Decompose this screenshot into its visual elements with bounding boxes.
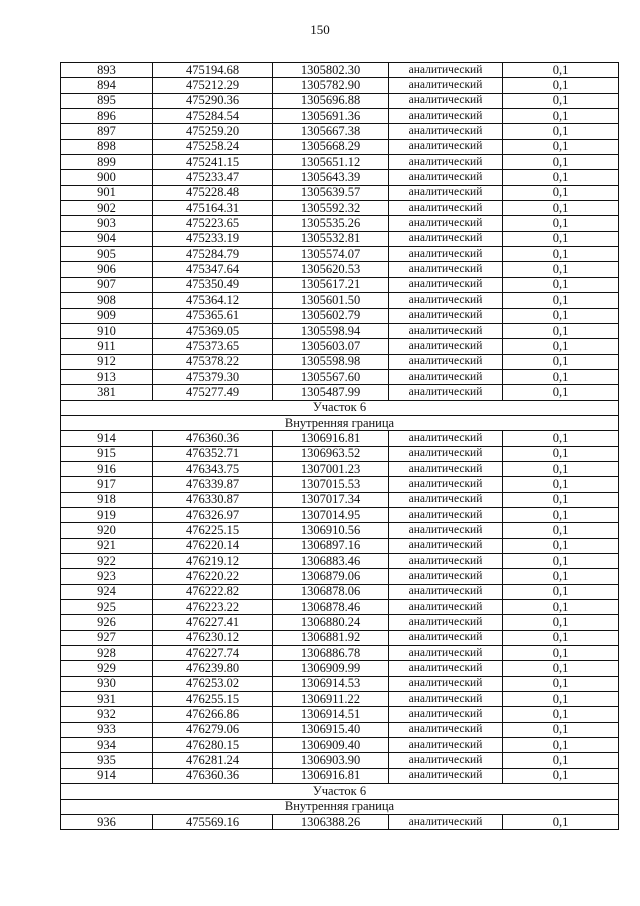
accuracy-cell: 0,1 bbox=[503, 247, 619, 262]
point-number-cell: 902 bbox=[61, 201, 153, 216]
point-number-cell: 926 bbox=[61, 615, 153, 630]
method-cell: аналитический bbox=[389, 814, 503, 829]
x-coordinate-cell: 475373.65 bbox=[153, 339, 273, 354]
y-coordinate-cell: 1307017.34 bbox=[273, 492, 389, 507]
method-cell: аналитический bbox=[389, 722, 503, 737]
table-row bbox=[61, 139, 619, 154]
accuracy-cell: 0,1 bbox=[503, 323, 619, 338]
section-title: Участок 6 bbox=[61, 400, 619, 415]
y-coordinate-cell: 1305567.60 bbox=[273, 369, 389, 384]
table-row bbox=[61, 170, 619, 185]
table-row bbox=[61, 308, 619, 323]
x-coordinate-cell: 475569.16 bbox=[153, 814, 273, 829]
table-row bbox=[61, 201, 619, 216]
y-coordinate-cell: 1306897.16 bbox=[273, 538, 389, 553]
method-cell: аналитический bbox=[389, 646, 503, 661]
y-coordinate-cell: 1306878.46 bbox=[273, 600, 389, 615]
x-coordinate-cell: 476227.74 bbox=[153, 646, 273, 661]
table-row bbox=[61, 569, 619, 584]
accuracy-cell: 0,1 bbox=[503, 554, 619, 569]
table-row bbox=[61, 615, 619, 630]
y-coordinate-cell: 1306909.99 bbox=[273, 661, 389, 676]
accuracy-cell: 0,1 bbox=[503, 569, 619, 584]
y-coordinate-cell: 1305639.57 bbox=[273, 185, 389, 200]
method-cell: аналитический bbox=[389, 461, 503, 476]
accuracy-cell: 0,1 bbox=[503, 139, 619, 154]
y-coordinate-cell: 1306915.40 bbox=[273, 722, 389, 737]
point-number-cell: 894 bbox=[61, 78, 153, 93]
method-cell: аналитический bbox=[389, 692, 503, 707]
y-coordinate-cell: 1305535.26 bbox=[273, 216, 389, 231]
section-subtitle-row bbox=[61, 415, 619, 430]
x-coordinate-cell: 476343.75 bbox=[153, 461, 273, 476]
method-cell: аналитический bbox=[389, 231, 503, 246]
y-coordinate-cell: 1306903.90 bbox=[273, 753, 389, 768]
table-row bbox=[61, 661, 619, 676]
method-cell: аналитический bbox=[389, 676, 503, 691]
x-coordinate-cell: 476281.24 bbox=[153, 753, 273, 768]
point-number-cell: 908 bbox=[61, 293, 153, 308]
table-row bbox=[61, 600, 619, 615]
point-number-cell: 905 bbox=[61, 247, 153, 262]
point-number-cell: 910 bbox=[61, 323, 153, 338]
y-coordinate-cell: 1306914.53 bbox=[273, 676, 389, 691]
method-cell: аналитический bbox=[389, 354, 503, 369]
x-coordinate-cell: 475277.49 bbox=[153, 385, 273, 400]
x-coordinate-cell: 475233.19 bbox=[153, 231, 273, 246]
method-cell: аналитический bbox=[389, 78, 503, 93]
accuracy-cell: 0,1 bbox=[503, 262, 619, 277]
point-number-cell: 903 bbox=[61, 216, 153, 231]
x-coordinate-cell: 476352.71 bbox=[153, 446, 273, 461]
method-cell: аналитический bbox=[389, 155, 503, 170]
x-coordinate-cell: 476360.36 bbox=[153, 431, 273, 446]
x-coordinate-cell: 476220.14 bbox=[153, 538, 273, 553]
y-coordinate-cell: 1306916.81 bbox=[273, 768, 389, 783]
point-number-cell: 932 bbox=[61, 707, 153, 722]
y-coordinate-cell: 1306910.56 bbox=[273, 523, 389, 538]
x-coordinate-cell: 475259.20 bbox=[153, 124, 273, 139]
point-number-cell: 935 bbox=[61, 753, 153, 768]
method-cell: аналитический bbox=[389, 477, 503, 492]
x-coordinate-cell: 476220.22 bbox=[153, 569, 273, 584]
table-row bbox=[61, 538, 619, 553]
x-coordinate-cell: 476339.87 bbox=[153, 477, 273, 492]
accuracy-cell: 0,1 bbox=[503, 369, 619, 384]
method-cell: аналитический bbox=[389, 185, 503, 200]
table-row bbox=[61, 554, 619, 569]
y-coordinate-cell: 1306914.51 bbox=[273, 707, 389, 722]
table-row bbox=[61, 692, 619, 707]
method-cell: аналитический bbox=[389, 600, 503, 615]
point-number-cell: 925 bbox=[61, 600, 153, 615]
section-subtitle: Внутренняя граница bbox=[61, 799, 619, 814]
point-number-cell: 911 bbox=[61, 339, 153, 354]
table-row bbox=[61, 293, 619, 308]
x-coordinate-cell: 476330.87 bbox=[153, 492, 273, 507]
x-coordinate-cell: 475350.49 bbox=[153, 277, 273, 292]
y-coordinate-cell: 1306909.40 bbox=[273, 738, 389, 753]
table-row bbox=[61, 385, 619, 400]
y-coordinate-cell: 1306879.06 bbox=[273, 569, 389, 584]
point-number-cell: 927 bbox=[61, 630, 153, 645]
table-row bbox=[61, 676, 619, 691]
x-coordinate-cell: 476219.12 bbox=[153, 554, 273, 569]
accuracy-cell: 0,1 bbox=[503, 738, 619, 753]
method-cell: аналитический bbox=[389, 554, 503, 569]
accuracy-cell: 0,1 bbox=[503, 814, 619, 829]
accuracy-cell: 0,1 bbox=[503, 385, 619, 400]
method-cell: аналитический bbox=[389, 170, 503, 185]
x-coordinate-cell: 476360.36 bbox=[153, 768, 273, 783]
table-row bbox=[61, 584, 619, 599]
accuracy-cell: 0,1 bbox=[503, 201, 619, 216]
method-cell: аналитический bbox=[389, 385, 503, 400]
x-coordinate-cell: 476223.22 bbox=[153, 600, 273, 615]
method-cell: аналитический bbox=[389, 139, 503, 154]
x-coordinate-cell: 475258.24 bbox=[153, 139, 273, 154]
point-number-cell: 893 bbox=[61, 63, 153, 78]
method-cell: аналитический bbox=[389, 584, 503, 599]
point-number-cell: 896 bbox=[61, 109, 153, 124]
x-coordinate-cell: 476225.15 bbox=[153, 523, 273, 538]
point-number-cell: 920 bbox=[61, 523, 153, 538]
point-number-cell: 914 bbox=[61, 431, 153, 446]
x-coordinate-cell: 475212.29 bbox=[153, 78, 273, 93]
point-number-cell: 907 bbox=[61, 277, 153, 292]
accuracy-cell: 0,1 bbox=[503, 538, 619, 553]
y-coordinate-cell: 1306911.22 bbox=[273, 692, 389, 707]
accuracy-cell: 0,1 bbox=[503, 170, 619, 185]
method-cell: аналитический bbox=[389, 63, 503, 78]
y-coordinate-cell: 1305802.30 bbox=[273, 63, 389, 78]
table-row bbox=[61, 446, 619, 461]
y-coordinate-cell: 1306886.78 bbox=[273, 646, 389, 661]
x-coordinate-cell: 475379.30 bbox=[153, 369, 273, 384]
method-cell: аналитический bbox=[389, 109, 503, 124]
point-number-cell: 931 bbox=[61, 692, 153, 707]
table-row bbox=[61, 431, 619, 446]
accuracy-cell: 0,1 bbox=[503, 446, 619, 461]
accuracy-cell: 0,1 bbox=[503, 615, 619, 630]
accuracy-cell: 0,1 bbox=[503, 461, 619, 476]
table-row bbox=[61, 93, 619, 108]
method-cell: аналитический bbox=[389, 308, 503, 323]
accuracy-cell: 0,1 bbox=[503, 753, 619, 768]
method-cell: аналитический bbox=[389, 339, 503, 354]
accuracy-cell: 0,1 bbox=[503, 507, 619, 522]
x-coordinate-cell: 475364.12 bbox=[153, 293, 273, 308]
y-coordinate-cell: 1305592.32 bbox=[273, 201, 389, 216]
y-coordinate-cell: 1306880.24 bbox=[273, 615, 389, 630]
y-coordinate-cell: 1305487.99 bbox=[273, 385, 389, 400]
x-coordinate-cell: 476230.12 bbox=[153, 630, 273, 645]
method-cell: аналитический bbox=[389, 93, 503, 108]
accuracy-cell: 0,1 bbox=[503, 63, 619, 78]
method-cell: аналитический bbox=[389, 507, 503, 522]
point-number-cell: 381 bbox=[61, 385, 153, 400]
x-coordinate-cell: 476280.15 bbox=[153, 738, 273, 753]
page-number: 150 bbox=[310, 22, 330, 37]
x-coordinate-cell: 475241.15 bbox=[153, 155, 273, 170]
accuracy-cell: 0,1 bbox=[503, 692, 619, 707]
section-title: Участок 6 bbox=[61, 784, 619, 799]
table-row bbox=[61, 523, 619, 538]
method-cell: аналитический bbox=[389, 216, 503, 231]
accuracy-cell: 0,1 bbox=[503, 339, 619, 354]
x-coordinate-cell: 475369.05 bbox=[153, 323, 273, 338]
x-coordinate-cell: 475228.48 bbox=[153, 185, 273, 200]
accuracy-cell: 0,1 bbox=[503, 707, 619, 722]
x-coordinate-cell: 475284.79 bbox=[153, 247, 273, 262]
method-cell: аналитический bbox=[389, 446, 503, 461]
y-coordinate-cell: 1306878.06 bbox=[273, 584, 389, 599]
x-coordinate-cell: 475284.54 bbox=[153, 109, 273, 124]
x-coordinate-cell: 475164.31 bbox=[153, 201, 273, 216]
method-cell: аналитический bbox=[389, 323, 503, 338]
point-number-cell: 897 bbox=[61, 124, 153, 139]
table-row bbox=[61, 477, 619, 492]
point-number-cell: 922 bbox=[61, 554, 153, 569]
method-cell: аналитический bbox=[389, 615, 503, 630]
y-coordinate-cell: 1305602.79 bbox=[273, 308, 389, 323]
method-cell: аналитический bbox=[389, 492, 503, 507]
table-row bbox=[61, 753, 619, 768]
point-number-cell: 929 bbox=[61, 661, 153, 676]
point-number-cell: 901 bbox=[61, 185, 153, 200]
accuracy-cell: 0,1 bbox=[503, 768, 619, 783]
method-cell: аналитический bbox=[389, 523, 503, 538]
point-number-cell: 923 bbox=[61, 569, 153, 584]
method-cell: аналитический bbox=[389, 369, 503, 384]
point-number-cell: 899 bbox=[61, 155, 153, 170]
table-row bbox=[61, 323, 619, 338]
point-number-cell: 934 bbox=[61, 738, 153, 753]
table-row bbox=[61, 354, 619, 369]
accuracy-cell: 0,1 bbox=[503, 477, 619, 492]
x-coordinate-cell: 475347.64 bbox=[153, 262, 273, 277]
section-subtitle-row bbox=[61, 799, 619, 814]
method-cell: аналитический bbox=[389, 124, 503, 139]
method-cell: аналитический bbox=[389, 768, 503, 783]
point-number-cell: 904 bbox=[61, 231, 153, 246]
x-coordinate-cell: 475378.22 bbox=[153, 354, 273, 369]
point-number-cell: 914 bbox=[61, 768, 153, 783]
accuracy-cell: 0,1 bbox=[503, 216, 619, 231]
accuracy-cell: 0,1 bbox=[503, 646, 619, 661]
accuracy-cell: 0,1 bbox=[503, 661, 619, 676]
coordinates-table-body bbox=[61, 63, 619, 830]
table-row bbox=[61, 707, 619, 722]
point-number-cell: 900 bbox=[61, 170, 153, 185]
table-row bbox=[61, 78, 619, 93]
point-number-cell: 916 bbox=[61, 461, 153, 476]
x-coordinate-cell: 476326.97 bbox=[153, 507, 273, 522]
method-cell: аналитический bbox=[389, 262, 503, 277]
section-title-row bbox=[61, 400, 619, 415]
table-row bbox=[61, 185, 619, 200]
accuracy-cell: 0,1 bbox=[503, 155, 619, 170]
table-row bbox=[61, 277, 619, 292]
accuracy-cell: 0,1 bbox=[503, 492, 619, 507]
accuracy-cell: 0,1 bbox=[503, 231, 619, 246]
coordinates-table bbox=[60, 62, 619, 830]
accuracy-cell: 0,1 bbox=[503, 523, 619, 538]
method-cell: аналитический bbox=[389, 753, 503, 768]
table-row bbox=[61, 738, 619, 753]
y-coordinate-cell: 1305696.88 bbox=[273, 93, 389, 108]
table-row bbox=[61, 507, 619, 522]
y-coordinate-cell: 1307001.23 bbox=[273, 461, 389, 476]
table-row bbox=[61, 216, 619, 231]
y-coordinate-cell: 1306883.46 bbox=[273, 554, 389, 569]
y-coordinate-cell: 1305532.81 bbox=[273, 231, 389, 246]
accuracy-cell: 0,1 bbox=[503, 308, 619, 323]
table-row bbox=[61, 369, 619, 384]
accuracy-cell: 0,1 bbox=[503, 124, 619, 139]
x-coordinate-cell: 476266.86 bbox=[153, 707, 273, 722]
accuracy-cell: 0,1 bbox=[503, 722, 619, 737]
point-number-cell: 917 bbox=[61, 477, 153, 492]
accuracy-cell: 0,1 bbox=[503, 109, 619, 124]
method-cell: аналитический bbox=[389, 630, 503, 645]
y-coordinate-cell: 1305651.12 bbox=[273, 155, 389, 170]
accuracy-cell: 0,1 bbox=[503, 431, 619, 446]
y-coordinate-cell: 1305643.39 bbox=[273, 170, 389, 185]
x-coordinate-cell: 476253.02 bbox=[153, 676, 273, 691]
point-number-cell: 919 bbox=[61, 507, 153, 522]
x-coordinate-cell: 475233.47 bbox=[153, 170, 273, 185]
y-coordinate-cell: 1305668.29 bbox=[273, 139, 389, 154]
y-coordinate-cell: 1306881.92 bbox=[273, 630, 389, 645]
y-coordinate-cell: 1306916.81 bbox=[273, 431, 389, 446]
point-number-cell: 928 bbox=[61, 646, 153, 661]
x-coordinate-cell: 475194.68 bbox=[153, 63, 273, 78]
method-cell: аналитический bbox=[389, 538, 503, 553]
table-row bbox=[61, 155, 619, 170]
y-coordinate-cell: 1305598.98 bbox=[273, 354, 389, 369]
section-subtitle: Внутренняя граница bbox=[61, 415, 619, 430]
y-coordinate-cell: 1307014.95 bbox=[273, 507, 389, 522]
point-number-cell: 930 bbox=[61, 676, 153, 691]
accuracy-cell: 0,1 bbox=[503, 630, 619, 645]
x-coordinate-cell: 476239.80 bbox=[153, 661, 273, 676]
point-number-cell: 895 bbox=[61, 93, 153, 108]
point-number-cell: 913 bbox=[61, 369, 153, 384]
y-coordinate-cell: 1305598.94 bbox=[273, 323, 389, 338]
y-coordinate-cell: 1306963.52 bbox=[273, 446, 389, 461]
method-cell: аналитический bbox=[389, 431, 503, 446]
table-row bbox=[61, 231, 619, 246]
point-number-cell: 918 bbox=[61, 492, 153, 507]
table-row bbox=[61, 247, 619, 262]
section-title-row bbox=[61, 784, 619, 799]
x-coordinate-cell: 476227.41 bbox=[153, 615, 273, 630]
point-number-cell: 898 bbox=[61, 139, 153, 154]
y-coordinate-cell: 1305691.36 bbox=[273, 109, 389, 124]
table-row bbox=[61, 630, 619, 645]
table-row bbox=[61, 124, 619, 139]
table-row bbox=[61, 109, 619, 124]
accuracy-cell: 0,1 bbox=[503, 354, 619, 369]
method-cell: аналитический bbox=[389, 293, 503, 308]
x-coordinate-cell: 476279.06 bbox=[153, 722, 273, 737]
table-row bbox=[61, 814, 619, 829]
method-cell: аналитический bbox=[389, 201, 503, 216]
y-coordinate-cell: 1305667.38 bbox=[273, 124, 389, 139]
x-coordinate-cell: 475290.36 bbox=[153, 93, 273, 108]
method-cell: аналитический bbox=[389, 569, 503, 584]
point-number-cell: 915 bbox=[61, 446, 153, 461]
method-cell: аналитический bbox=[389, 277, 503, 292]
y-coordinate-cell: 1305782.90 bbox=[273, 78, 389, 93]
accuracy-cell: 0,1 bbox=[503, 185, 619, 200]
table-row bbox=[61, 63, 619, 78]
accuracy-cell: 0,1 bbox=[503, 584, 619, 599]
table-row bbox=[61, 722, 619, 737]
y-coordinate-cell: 1305617.21 bbox=[273, 277, 389, 292]
method-cell: аналитический bbox=[389, 661, 503, 676]
point-number-cell: 933 bbox=[61, 722, 153, 737]
y-coordinate-cell: 1306388.26 bbox=[273, 814, 389, 829]
table-row bbox=[61, 262, 619, 277]
y-coordinate-cell: 1305603.07 bbox=[273, 339, 389, 354]
point-number-cell: 906 bbox=[61, 262, 153, 277]
accuracy-cell: 0,1 bbox=[503, 78, 619, 93]
accuracy-cell: 0,1 bbox=[503, 93, 619, 108]
accuracy-cell: 0,1 bbox=[503, 293, 619, 308]
method-cell: аналитический bbox=[389, 247, 503, 262]
table-row bbox=[61, 492, 619, 507]
x-coordinate-cell: 476255.15 bbox=[153, 692, 273, 707]
accuracy-cell: 0,1 bbox=[503, 600, 619, 615]
table-row bbox=[61, 461, 619, 476]
method-cell: аналитический bbox=[389, 738, 503, 753]
x-coordinate-cell: 475365.61 bbox=[153, 308, 273, 323]
point-number-cell: 936 bbox=[61, 814, 153, 829]
x-coordinate-cell: 475223.65 bbox=[153, 216, 273, 231]
point-number-cell: 909 bbox=[61, 308, 153, 323]
accuracy-cell: 0,1 bbox=[503, 277, 619, 292]
table-row bbox=[61, 339, 619, 354]
accuracy-cell: 0,1 bbox=[503, 676, 619, 691]
y-coordinate-cell: 1305620.53 bbox=[273, 262, 389, 277]
point-number-cell: 921 bbox=[61, 538, 153, 553]
y-coordinate-cell: 1305574.07 bbox=[273, 247, 389, 262]
point-number-cell: 924 bbox=[61, 584, 153, 599]
table-row bbox=[61, 768, 619, 783]
point-number-cell: 912 bbox=[61, 354, 153, 369]
y-coordinate-cell: 1307015.53 bbox=[273, 477, 389, 492]
y-coordinate-cell: 1305601.50 bbox=[273, 293, 389, 308]
table-row bbox=[61, 646, 619, 661]
x-coordinate-cell: 476222.82 bbox=[153, 584, 273, 599]
method-cell: аналитический bbox=[389, 707, 503, 722]
